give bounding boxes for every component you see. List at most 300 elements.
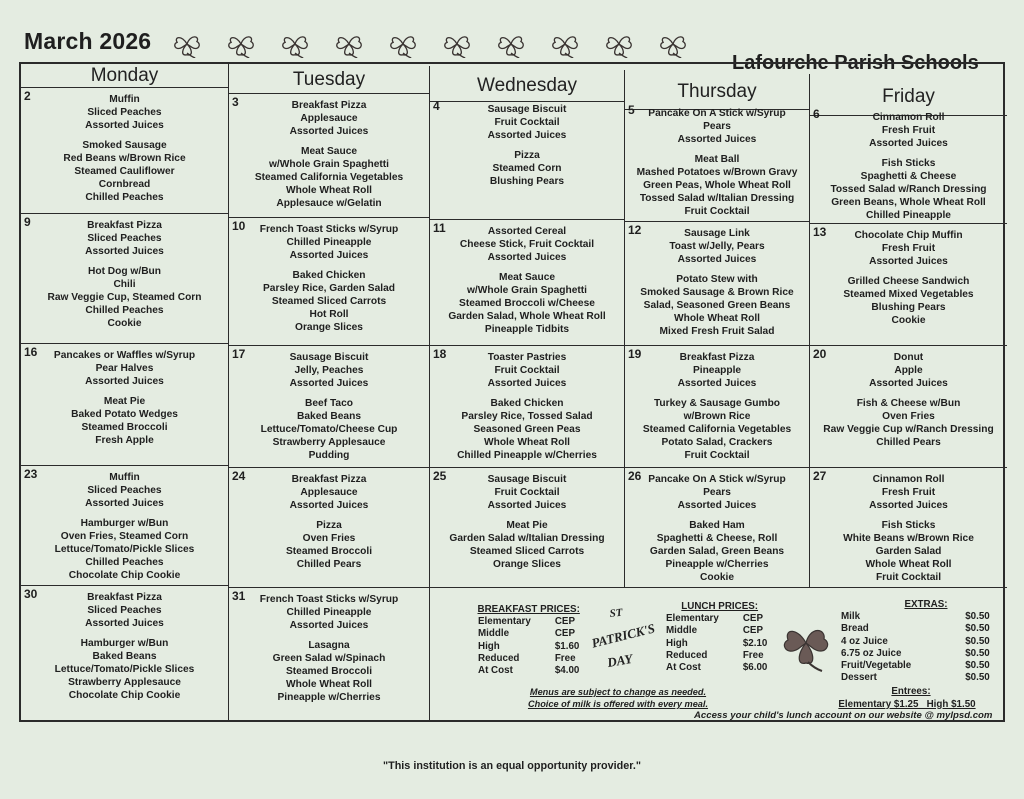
lunch-item: Steamed Broccoli	[285, 665, 373, 677]
breakfast-item: Fruit Cocktail	[494, 486, 560, 498]
breakfast-item: French Toast Sticks w/Syrup	[259, 594, 399, 605]
breakfast-item: Assorted Juices	[487, 499, 567, 511]
meal-separator	[430, 512, 624, 520]
breakfast-item: Sausage Link	[684, 228, 750, 239]
price-row	[478, 628, 585, 640]
lunch-item: Oven Fries	[882, 411, 935, 423]
lunch-item: Pizza	[514, 150, 540, 162]
lunch-item: Pizza	[316, 520, 342, 532]
day-number: 18	[433, 347, 447, 361]
day-cell	[21, 466, 229, 586]
daily-menu	[625, 352, 809, 462]
price-row	[841, 636, 996, 648]
daily-menu	[430, 104, 624, 189]
shamrock-icon	[494, 30, 528, 58]
day-cell	[625, 102, 810, 222]
breakfast-item: Sausage Biscuit	[487, 104, 567, 115]
breakfast-item: Sausage Biscuit	[487, 474, 567, 485]
breakfast-item: Assorted Juices	[85, 497, 164, 509]
lunch-item: w/Brown Rice	[683, 411, 751, 423]
lunch-item: Chilled Pears	[876, 436, 941, 448]
day-number: 2	[24, 89, 31, 103]
price-value: $4.00	[554, 665, 580, 677]
meal-separator	[625, 512, 809, 520]
lunch-item: Turkey & Sausage Gumbo	[653, 398, 781, 410]
price-row	[478, 641, 585, 653]
daily-menu	[21, 592, 228, 702]
breakfast-item: Muffin	[109, 472, 140, 483]
lunch-item: Baked Beans	[92, 651, 157, 663]
price-row	[666, 625, 773, 637]
day-cell	[430, 346, 625, 468]
day-number: 23	[24, 467, 38, 481]
price-value: $0.50	[965, 660, 990, 672]
price-value: Free	[554, 652, 576, 664]
breakfast-item: Toaster Pastries	[487, 352, 567, 363]
day-number: 6	[813, 107, 820, 121]
st-patricks-day-logo	[590, 605, 656, 675]
lunch-item: Chilled Pineapple	[866, 209, 951, 221]
lunch-item: Steamed Sliced Carrots	[271, 295, 387, 307]
price-row	[841, 672, 996, 684]
day-cell	[810, 346, 1007, 468]
breakfast-item: Assorted Juices	[85, 245, 164, 257]
shamrock-icon	[778, 616, 834, 672]
lunch-item: Baked Chicken	[490, 398, 564, 410]
daily-menu	[625, 228, 809, 338]
price-value: $0.50	[965, 672, 990, 684]
lunch-item: Baked Chicken	[292, 270, 366, 282]
lunch-item: Fruit Cocktail	[875, 571, 942, 583]
price-label: Middle	[478, 628, 510, 640]
breakfast-item: Assorted Juices	[85, 119, 164, 131]
account-access-note: Access your child's lunch account on our website @ mylpsd.com	[694, 710, 993, 721]
breakfast-item: Donut	[893, 352, 924, 363]
milk-choice-note: Choice of milk is offered with every meal.	[527, 699, 709, 709]
daily-menu	[229, 100, 429, 210]
day-number: 24	[232, 469, 246, 483]
price-row	[841, 611, 996, 623]
lunch-item: Meat Ball	[694, 154, 740, 166]
day-cell	[625, 222, 810, 346]
month-title: March 2026	[24, 28, 152, 54]
lunch-item: Seasoned Green Peas	[473, 423, 581, 435]
meal-separator	[21, 132, 228, 140]
price-label: Fruit/Vegetable	[841, 660, 912, 672]
price-row	[666, 613, 773, 625]
breakfast-item: Assorted Juices	[869, 499, 948, 511]
breakfast-item: Sliced Peaches	[87, 484, 162, 496]
lunch-item: Baked Beans	[297, 411, 361, 423]
lunch-item: Lettuce/Tomato/Cheese Cup	[260, 423, 398, 435]
breakfast-item: Apple	[894, 364, 923, 376]
lunch-item: Chocolate Chip Cookie	[68, 569, 181, 581]
breakfast-item: Assorted Juices	[289, 619, 369, 631]
meal-separator	[229, 262, 429, 270]
price-row	[666, 638, 773, 650]
equal-opportunity-statement: "This institution is an equal opportunity provider."	[383, 760, 641, 772]
day-cell	[21, 586, 229, 722]
lunch-item: Oven Fries, Steamed Corn	[60, 531, 189, 543]
lunch-item: Steamed Mixed Vegetables	[843, 289, 974, 301]
price-row	[841, 648, 996, 660]
day-number: 10	[232, 219, 246, 233]
menu-notes	[496, 686, 740, 710]
daily-menu	[810, 112, 1007, 222]
entrees-title: Entrees:	[891, 686, 931, 698]
price-value: Free	[742, 649, 764, 661]
price-label: Reduced	[666, 649, 708, 661]
price-label: Reduced	[478, 652, 520, 664]
lunch-item: Blushing Pears	[489, 175, 565, 187]
meal-separator	[625, 390, 809, 398]
lunch-item: Hot Roll	[309, 308, 349, 320]
lunch-item: Oven Fries	[302, 533, 356, 545]
day-number: 31	[232, 589, 246, 603]
daily-menu	[229, 352, 429, 462]
breakfast-item: Assorted Juices	[869, 255, 948, 267]
lunch-item: Fruit Cocktail	[684, 449, 750, 461]
daily-menu	[21, 220, 228, 330]
breakfast-item: Sliced Peaches	[87, 106, 162, 118]
lunch-item: Hamburger w/Bun	[80, 518, 169, 530]
breakfast-item: Pear Halves	[95, 362, 154, 374]
day-number: 20	[813, 347, 827, 361]
breakfast-prices-title: BREAKFAST PRICES:	[477, 604, 580, 615]
breakfast-item: Pancakes or Waffles w/Syrup	[53, 350, 196, 361]
price-label: Dessert	[841, 672, 877, 684]
breakfast-item: Assorted Juices	[869, 137, 948, 149]
breakfast-item: Sliced Peaches	[87, 604, 162, 616]
shamrock-icon	[548, 30, 582, 58]
st-patricks-line1: ST	[609, 606, 624, 620]
lunch-item: Whole Wheat Roll	[865, 558, 952, 570]
lunch-item: Green Peas, Whole Wheat Roll	[643, 179, 791, 191]
day-number: 9	[24, 215, 31, 229]
lunch-item: Pudding	[308, 449, 350, 461]
lunch-item: Chilled Pineapple w/Cherries	[457, 449, 597, 461]
breakfast-item: Assorted Juices	[487, 251, 567, 263]
lunch-item: Whole Wheat Roll	[673, 312, 761, 324]
lunch-item: Whole Wheat Roll	[483, 436, 571, 448]
lunch-item: Chocolate Chip Cookie	[68, 689, 181, 701]
breakfast-item: Applesauce	[300, 486, 358, 498]
day-cell	[229, 218, 430, 346]
lunch-item: Pineapple w/Cherries	[665, 558, 769, 570]
day-cell	[810, 224, 1007, 346]
breakfast-item: Assorted Juices	[677, 377, 757, 389]
breakfast-item: Cinnamon Roll	[872, 112, 945, 123]
breakfast-item: Applesauce	[300, 112, 358, 124]
lunch-item: Pineapple Tidbits	[484, 323, 570, 335]
breakfast-item: Cheese Stick, Fruit Cocktail	[459, 238, 595, 250]
lunch-item: Potato Salad, Crackers	[661, 436, 773, 448]
breakfast-item: Chilled Pineapple	[286, 606, 372, 618]
day-number: 5	[628, 103, 635, 117]
lunch-item: Tossed Salad w/Italian Dressing	[639, 192, 795, 204]
price-label: 6.75 oz Juice	[841, 647, 902, 659]
day-cell	[430, 98, 625, 220]
lunch-item: Garden Salad w/Italian Dressing	[449, 533, 605, 545]
price-label: 4 oz Juice	[841, 635, 888, 647]
lunch-item: Chilled Peaches	[85, 304, 164, 316]
lunch-item: Strawberry Applesauce	[272, 436, 386, 448]
breakfast-item: Fresh Fruit	[881, 242, 936, 254]
shamrock-icon	[602, 30, 636, 58]
lunch-item: Smoked Sausage & Brown Rice	[640, 287, 794, 299]
clover-row	[170, 30, 690, 58]
price-row	[478, 653, 585, 665]
price-value: CEP	[742, 625, 763, 637]
breakfast-item: Assorted Juices	[869, 377, 948, 389]
extras	[838, 599, 990, 711]
daily-menu	[625, 108, 809, 218]
breakfast-item: Fresh Fruit	[881, 486, 936, 498]
lunch-item: Salad, Seasoned Green Beans	[643, 299, 791, 311]
lunch-item: Parsley Rice, Garden Salad	[263, 283, 395, 295]
breakfast-item: Assorted Juices	[289, 377, 369, 389]
shamrock-icon	[386, 30, 420, 58]
meal-separator	[810, 150, 1007, 158]
breakfast-item: Assorted Juices	[289, 499, 369, 511]
day-header-wednesday: Wednesday	[430, 70, 625, 102]
day-cell	[810, 468, 1007, 588]
day-header-thursday: Thursday	[625, 74, 810, 110]
lunch-item: Chilled Peaches	[85, 556, 164, 568]
day-cell	[21, 214, 229, 344]
lunch-item: Orange Slices	[493, 558, 561, 570]
daily-menu	[810, 230, 1007, 328]
price-label: At Cost	[666, 662, 701, 674]
breakfast-item: Jelly, Peaches	[294, 364, 364, 376]
meal-separator	[229, 390, 429, 398]
price-row	[841, 623, 996, 635]
lunch-item: Steamed Broccoli	[285, 545, 373, 557]
lunch-item: Blushing Pears	[871, 301, 946, 313]
breakfast-item: Assorted Cereal	[487, 226, 567, 237]
lunch-item: Raw Veggie Cup w/Ranch Dressing	[823, 423, 994, 435]
lunch-item: Steamed Sliced Carrots	[469, 545, 585, 557]
lunch-item: Chilled Pears	[296, 558, 362, 570]
lunch-item: Whole Wheat Roll	[285, 184, 373, 196]
lunch-item: Lettuce/Tomato/Pickle Slices	[54, 543, 195, 555]
daily-menu	[21, 472, 228, 582]
breakfast-item: Toast w/Jelly, Pears	[669, 240, 765, 252]
price-value: $1.60	[554, 640, 580, 652]
breakfast-item: Pears	[703, 486, 731, 498]
breakfast-item: Pancake On A Stick w/Syrup	[648, 474, 786, 485]
day-cell	[229, 468, 430, 588]
breakfast-item: Breakfast Pizza	[87, 220, 162, 231]
lunch-item: Potato Stew with	[676, 274, 758, 286]
day-number: 13	[813, 225, 827, 239]
breakfast-item: Sliced Peaches	[87, 232, 162, 244]
price-label: Bread	[841, 623, 869, 635]
lunch-item: Smoked Sausage	[82, 140, 167, 152]
lunch-item: Whole Wheat Roll	[285, 678, 373, 690]
breakfast-item: Sausage Biscuit	[289, 352, 369, 363]
breakfast-item: Pears	[703, 120, 731, 132]
meal-separator	[625, 266, 809, 274]
day-cell	[430, 468, 625, 588]
day-number: 17	[232, 347, 246, 361]
shamrock-icon	[656, 30, 690, 58]
lunch-item: Parsley Rice, Tossed Salad	[461, 411, 593, 423]
price-value: $2.10	[742, 637, 768, 649]
day-cell	[229, 588, 430, 722]
lunch-item: Beef Taco	[305, 398, 353, 410]
daily-menu	[21, 350, 228, 448]
daily-menu	[810, 352, 1007, 450]
day-cell	[21, 88, 229, 214]
price-row	[478, 665, 585, 677]
day-cell	[21, 344, 229, 466]
daily-menu	[229, 474, 429, 572]
lunch-item: Garden Salad, Green Beans	[649, 545, 785, 557]
daily-menu	[21, 94, 228, 204]
lunch-item: Green Salad w/Spinach	[272, 653, 386, 665]
daily-menu	[229, 224, 429, 334]
lunch-item: Cookie	[107, 317, 142, 329]
breakfast-item: Assorted Juices	[677, 499, 757, 511]
lunch-item: Hot Dog w/Bun	[88, 266, 161, 278]
price-row	[666, 662, 773, 674]
day-cell	[625, 468, 810, 588]
meal-separator	[21, 388, 228, 396]
extras-title: EXTRAS:	[904, 599, 948, 610]
meal-separator	[21, 630, 228, 638]
breakfast-item: Breakfast Pizza	[291, 474, 367, 485]
meal-separator	[21, 510, 228, 518]
lunch-item: Strawberry Applesauce	[68, 676, 181, 688]
st-patricks-line2: PATRICK'S	[590, 620, 656, 651]
day-number: 3	[232, 95, 239, 109]
st-patricks-line3: DAY	[606, 650, 634, 671]
day-number: 25	[433, 469, 447, 483]
day-number: 26	[628, 469, 642, 483]
breakfast-item: Pancake On A Stick w/Syrup	[648, 108, 786, 119]
breakfast-item: Chilled Pineapple	[286, 236, 372, 248]
price-label: High	[666, 637, 688, 649]
lunch-item: Red Beans w/Brown Rice	[63, 153, 186, 165]
lunch-item: Fresh Apple	[95, 434, 154, 446]
lunch-item: Garden Salad, Whole Wheat Roll	[448, 310, 606, 322]
lunch-prices-title: LUNCH PRICES:	[681, 601, 759, 612]
lunch-item: Cookie	[891, 314, 926, 326]
lunch-item: Fruit Cocktail	[684, 205, 750, 217]
day-number: 4	[433, 99, 440, 113]
breakfast-item: Breakfast Pizza	[291, 100, 367, 111]
lunch-item: Steamed California Vegetables	[254, 171, 404, 183]
breakfast-item: Pineapple	[692, 364, 742, 376]
breakfast-item: Breakfast Pizza	[679, 352, 755, 363]
meal-separator	[810, 390, 1007, 398]
meal-separator	[430, 142, 624, 150]
daily-menu	[229, 594, 429, 704]
lunch-item: Meat Sauce	[498, 272, 556, 284]
day-number: 19	[628, 347, 642, 361]
lunch-item: Meat Pie	[103, 396, 146, 408]
lunch-item: w/Whole Grain Spaghetti	[467, 285, 587, 297]
lunch-item: Chilled Peaches	[85, 191, 164, 203]
price-value: $0.50	[965, 635, 990, 647]
daily-menu	[810, 474, 1007, 584]
meal-separator	[810, 268, 1007, 276]
lunch-item: Applesauce w/Gelatin	[276, 197, 382, 209]
lunch-item: Steamed California Vegetables	[642, 423, 792, 435]
day-number: 12	[628, 223, 642, 237]
price-label: At Cost	[478, 665, 513, 677]
day-number: 30	[24, 587, 38, 601]
price-row	[478, 616, 585, 628]
day-header-friday: Friday	[810, 78, 1007, 116]
daily-menu	[625, 474, 809, 584]
day-cell	[229, 346, 430, 468]
breakfast-item: Assorted Juices	[289, 125, 369, 137]
breakfast-item: Chocolate Chip Muffin	[854, 230, 963, 241]
price-value: CEP	[554, 628, 575, 640]
meal-separator	[430, 390, 624, 398]
lunch-item: Steamed Broccoli	[81, 421, 168, 433]
day-number: 11	[433, 221, 446, 235]
lunch-item: White Beans w/Brown Rice	[843, 533, 974, 545]
meal-separator	[229, 138, 429, 146]
school-name: Lafourche Parish Schools	[732, 52, 979, 74]
day-cell	[430, 220, 625, 346]
lunch-item: Spaghetti & Cheese	[860, 171, 957, 183]
daily-menu	[430, 226, 624, 336]
breakfast-item: Assorted Juices	[677, 253, 757, 265]
breakfast-item: Cinnamon Roll	[872, 474, 945, 485]
breakfast-prices	[472, 604, 585, 677]
shamrock-icon	[332, 30, 366, 58]
lunch-item: Mixed Fresh Fruit Salad	[659, 325, 775, 337]
breakfast-item: Assorted Juices	[677, 133, 757, 145]
price-value: CEP	[742, 613, 763, 625]
lunch-item: Fish Sticks	[881, 158, 936, 170]
lunch-item: Hamburger w/Bun	[80, 638, 169, 650]
shamrock-icon	[278, 30, 312, 58]
breakfast-item: Breakfast Pizza	[87, 592, 162, 603]
menu-change-note: Menus are subject to change as needed.	[529, 687, 707, 697]
lunch-item: Green Beans, Whole Wheat Roll	[831, 196, 986, 208]
day-cell	[625, 346, 810, 468]
lunch-item: Fish & Cheese w/Bun	[856, 398, 961, 410]
lunch-item: Mashed Potatoes w/Brown Gravy	[636, 167, 798, 179]
lunch-item: Cookie	[700, 571, 734, 583]
day-header-monday: Monday	[21, 64, 229, 88]
lunch-item: Baked Ham	[689, 520, 745, 532]
price-value: CEP	[554, 616, 575, 628]
breakfast-item: Fruit Cocktail	[494, 364, 560, 376]
lunch-item: Raw Veggie Cup, Steamed Corn	[47, 291, 202, 303]
price-label: Middle	[666, 625, 698, 637]
day-cell	[229, 94, 430, 218]
lunch-item: Baked Potato Wedges	[71, 409, 178, 421]
lunch-item: Cornbread	[98, 178, 151, 190]
lunch-item: Meat Pie	[506, 520, 548, 532]
price-value: $0.50	[965, 623, 990, 635]
shamrock-icon	[224, 30, 258, 58]
breakfast-item: Muffin	[109, 94, 140, 105]
day-number: 16	[24, 345, 38, 359]
meal-separator	[430, 264, 624, 272]
meal-separator	[21, 258, 228, 266]
day-number: 27	[813, 469, 827, 483]
lunch-item: Lettuce/Tomato/Pickle Slices	[54, 663, 195, 675]
price-label: Elementary	[478, 616, 531, 628]
day-cell	[810, 106, 1007, 224]
